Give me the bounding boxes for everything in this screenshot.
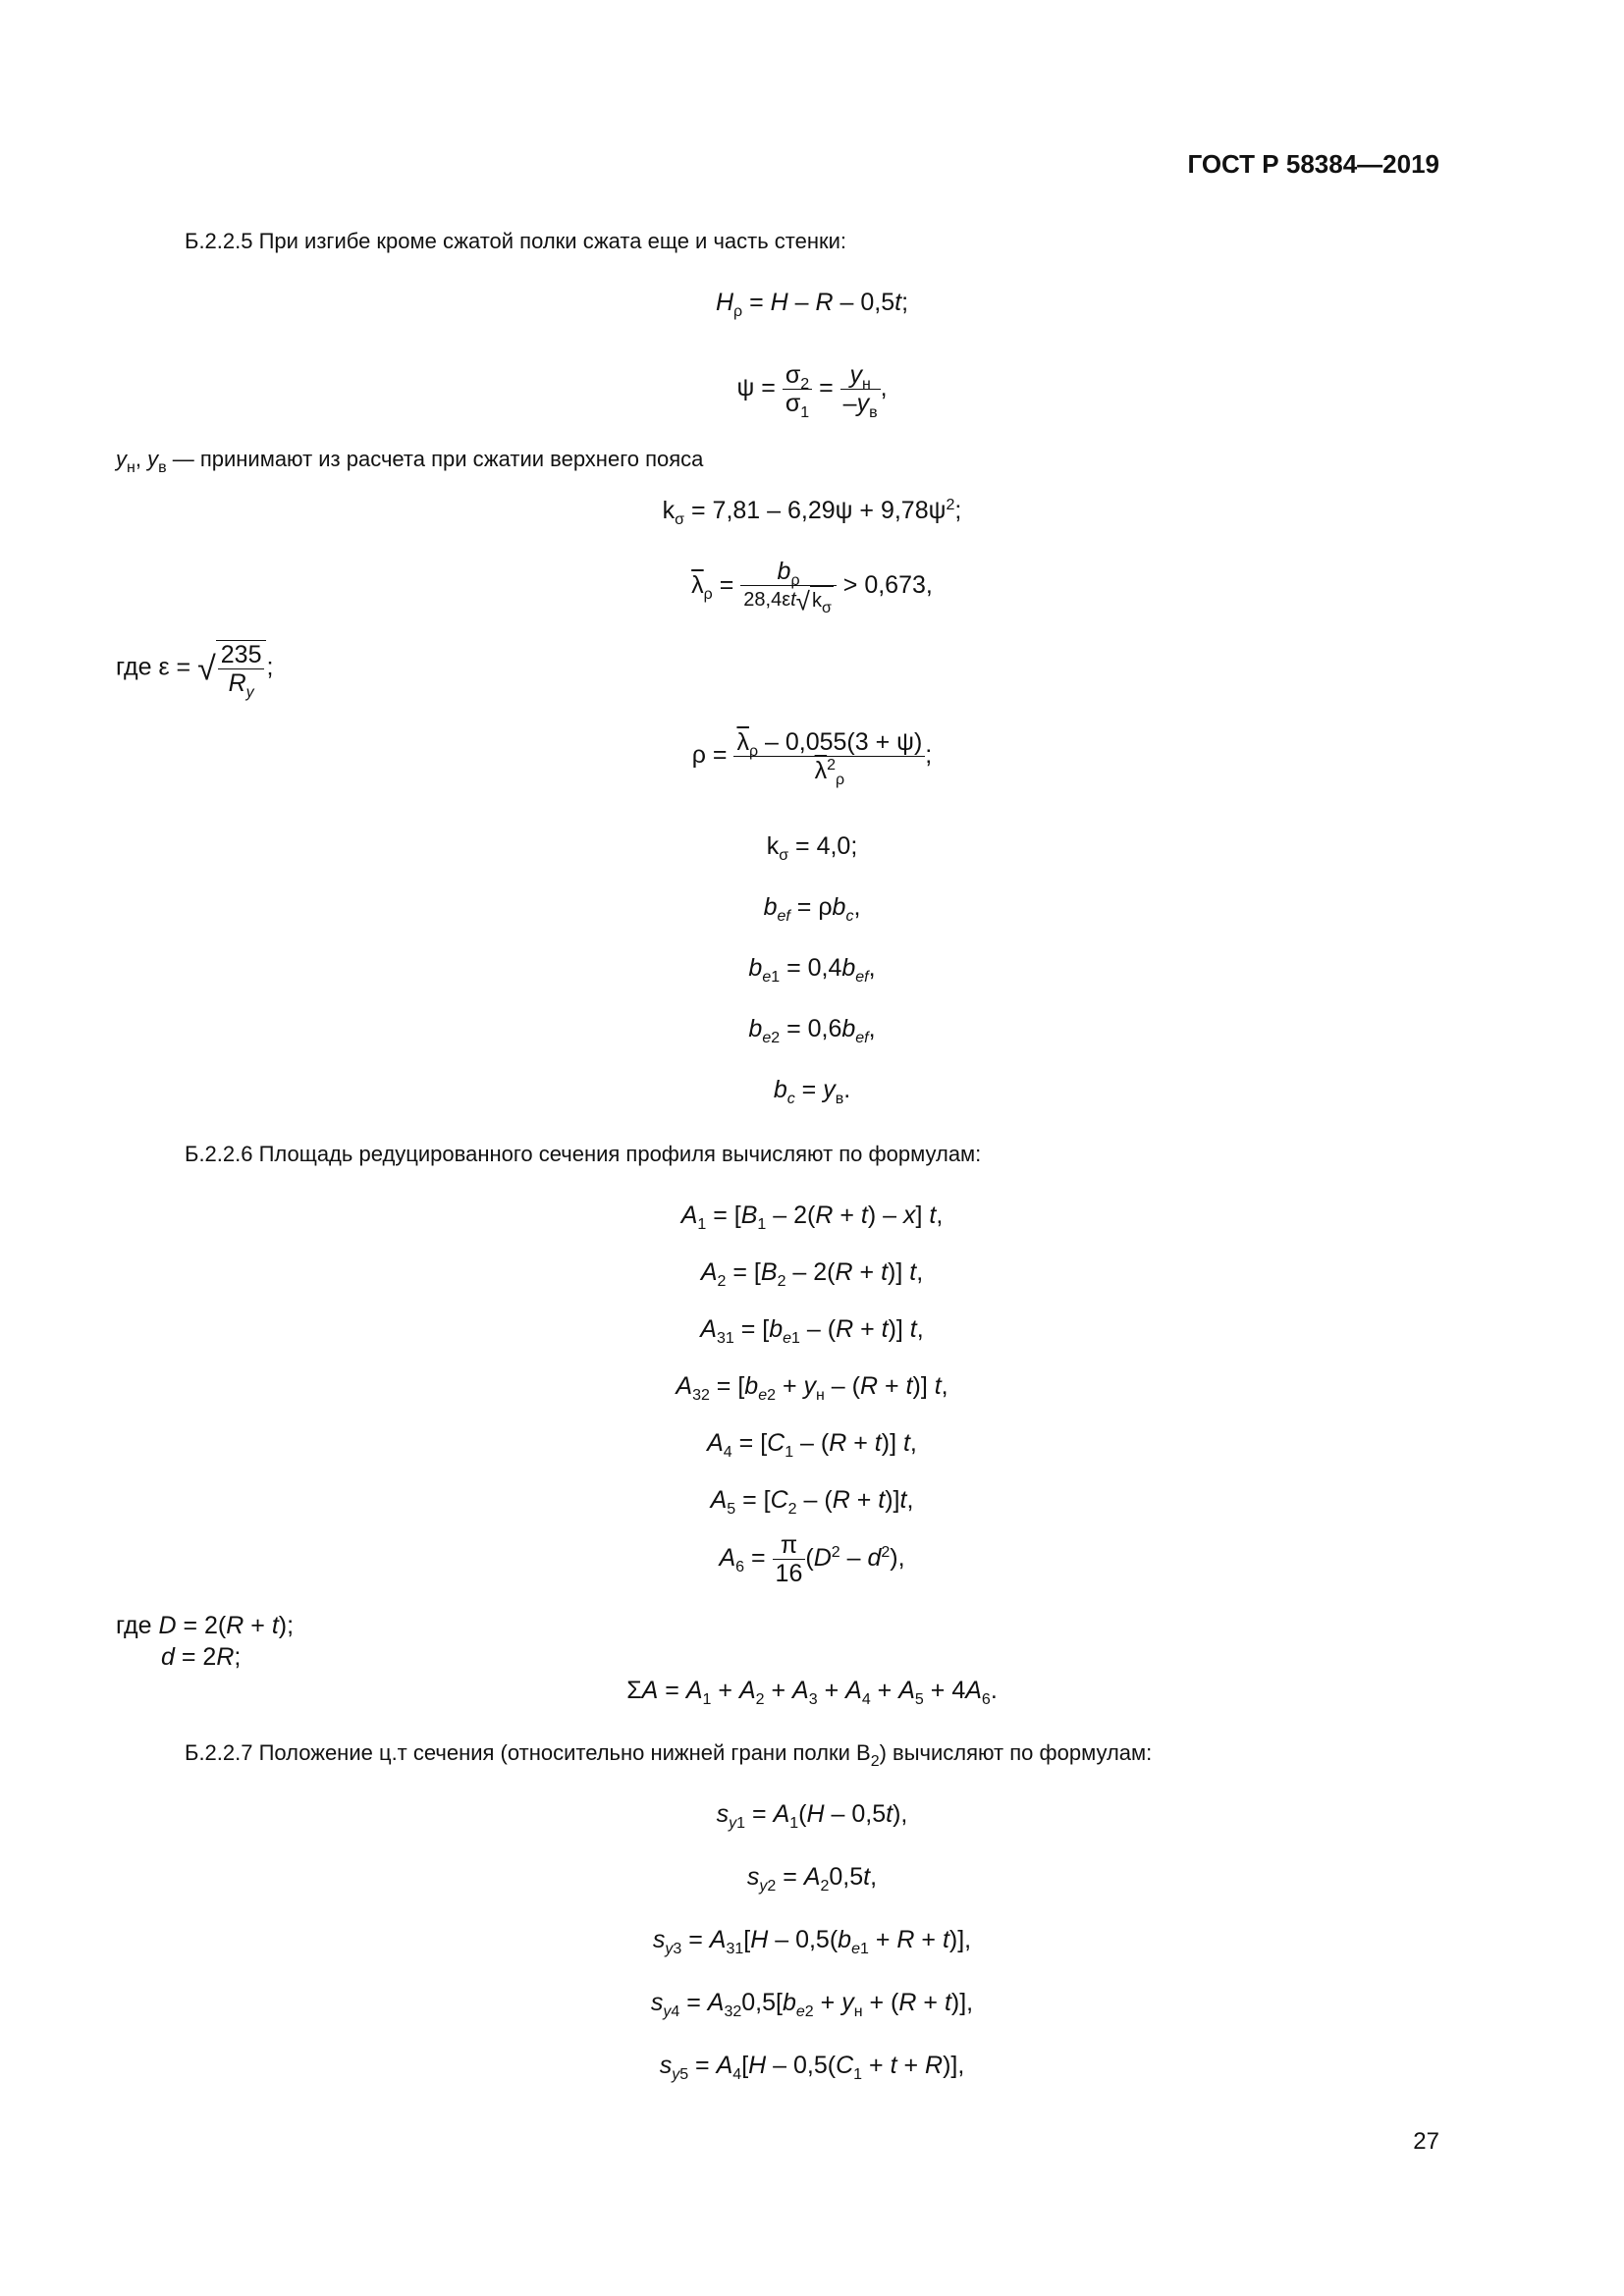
yn-yv-note: $y_н$, $y_в$ — принимают из расчета при сжатии верхнего пояса [116, 447, 704, 476]
formula-bef: $b_{ef} = \rho b_c$, [763, 893, 861, 925]
formula-a31: $A_{31} = [b_{e1} - (R + t)]$ t, [700, 1315, 924, 1347]
formula-sum-a: $\Sigma A = A_1 + A_2 + A_3 + A_4 + A_5 + 4A_6$. [626, 1677, 998, 1708]
formula-sy3: $s_{y3} = A_{31}[H - 0,5(b_{e1} + R + t)]$, [652, 1926, 972, 1957]
formula-bc: $b_c = y_в$. [773, 1076, 851, 1107]
formula-h-rho: $H_\rho = H - R - 0,5t$; [715, 289, 909, 320]
section-b225-intro: Б.2.2.5 При изгибе кроме сжатой полки сжата еще и часть стенки: [185, 229, 847, 253]
document-code: ГОСТ Р 58384—2019 [1187, 149, 1439, 179]
formula-d-small: d = 2R; [161, 1643, 242, 1671]
formula-a5: $A_5 = [C_2 - (R + t)]t$, [710, 1486, 914, 1518]
formula-be1: $b_{e1} = 0,4b_{ef}$, [748, 954, 876, 986]
section-b227-intro-sub: 2 [870, 1753, 880, 1770]
section-b227-intro [185, 1739, 1153, 1770]
formula-be2: $b_{e2} = 0,6b_{ef}$, [748, 1015, 876, 1046]
formula-sy2: $s_{y2} = A_20,5t$, [746, 1863, 878, 1895]
formula-lambda-rho: $\overline{\lambda}_\rho$ = $\frac{b_\rho}{28,4\varepsilon t√ k_\sigma}$ > 0,673, [691, 558, 933, 616]
formula-a1: $A_1 = [B_1 - 2(R + t) - x]$ t, [680, 1201, 944, 1233]
section-b226-intro: Б.2.2.6 Площадь редуцированного сечения профиля вычисляют по формулам: [185, 1142, 982, 1166]
formula-a6: $A_6$ = $\frac{\pi}{16}$ $(D^2 - d^2)$, [719, 1531, 905, 1587]
formula-a4: $A_4 = [C_1 - (R + t)]$ t, [707, 1429, 917, 1461]
formula-a2: $A_2 = [B_2 - 2(R + t)]$ t, [700, 1258, 924, 1290]
page-number: 27 [1413, 2128, 1439, 2155]
formula-sy1: $s_{y1} = A_1(H - 0,5t)$, [716, 1800, 908, 1832]
section-b227-intro-prefix: Б.2.2.7 Положение ц.т сечения (относительно нижней грани полки B [185, 1740, 871, 1765]
formula-d-big: где D = 2(R + t); [116, 1612, 295, 1639]
formula-sy5: $s_{y5} = A_4[H - 0,5(C_1 + t + R)]$, [659, 2052, 965, 2083]
yn-yv-note-text: — принимают из расчета при сжатии верхнего пояса [172, 447, 704, 471]
formula-sy4: $s_{y4} = A_{32}0,5[b_{e2} + y_н + (R + t)]$, [650, 1989, 974, 2020]
where-label-2: где [116, 1612, 152, 1639]
formula-epsilon: где ε = √ $\frac{235}{R_y}$ ; [116, 641, 274, 701]
formula-a32: $A_{32} = [b_{e2} + y_н - (R + t)]$ t, [676, 1372, 948, 1404]
formula-rho: ρ = $\frac{\overline{\lambda}_\rho - 0,055(3 + \psi)}{\overline{\lambda}^2_\rho}$ ; [691, 728, 933, 788]
where-label-1: где [116, 653, 152, 681]
formula-k-sigma-1: $k_\sigma = 7,81 - 6,29\psi + 9,78\psi^2$; [662, 497, 962, 528]
section-b227-intro-suffix: ) вычисляют по формулам: [879, 1740, 1153, 1765]
formula-psi: ψ = $\frac{\sigma_2}{\sigma_1}$ = $\frac{y_н}{-y_в}$ , [736, 361, 888, 421]
formula-k-sigma-2: $k_\sigma = 4,0$; [766, 832, 858, 864]
